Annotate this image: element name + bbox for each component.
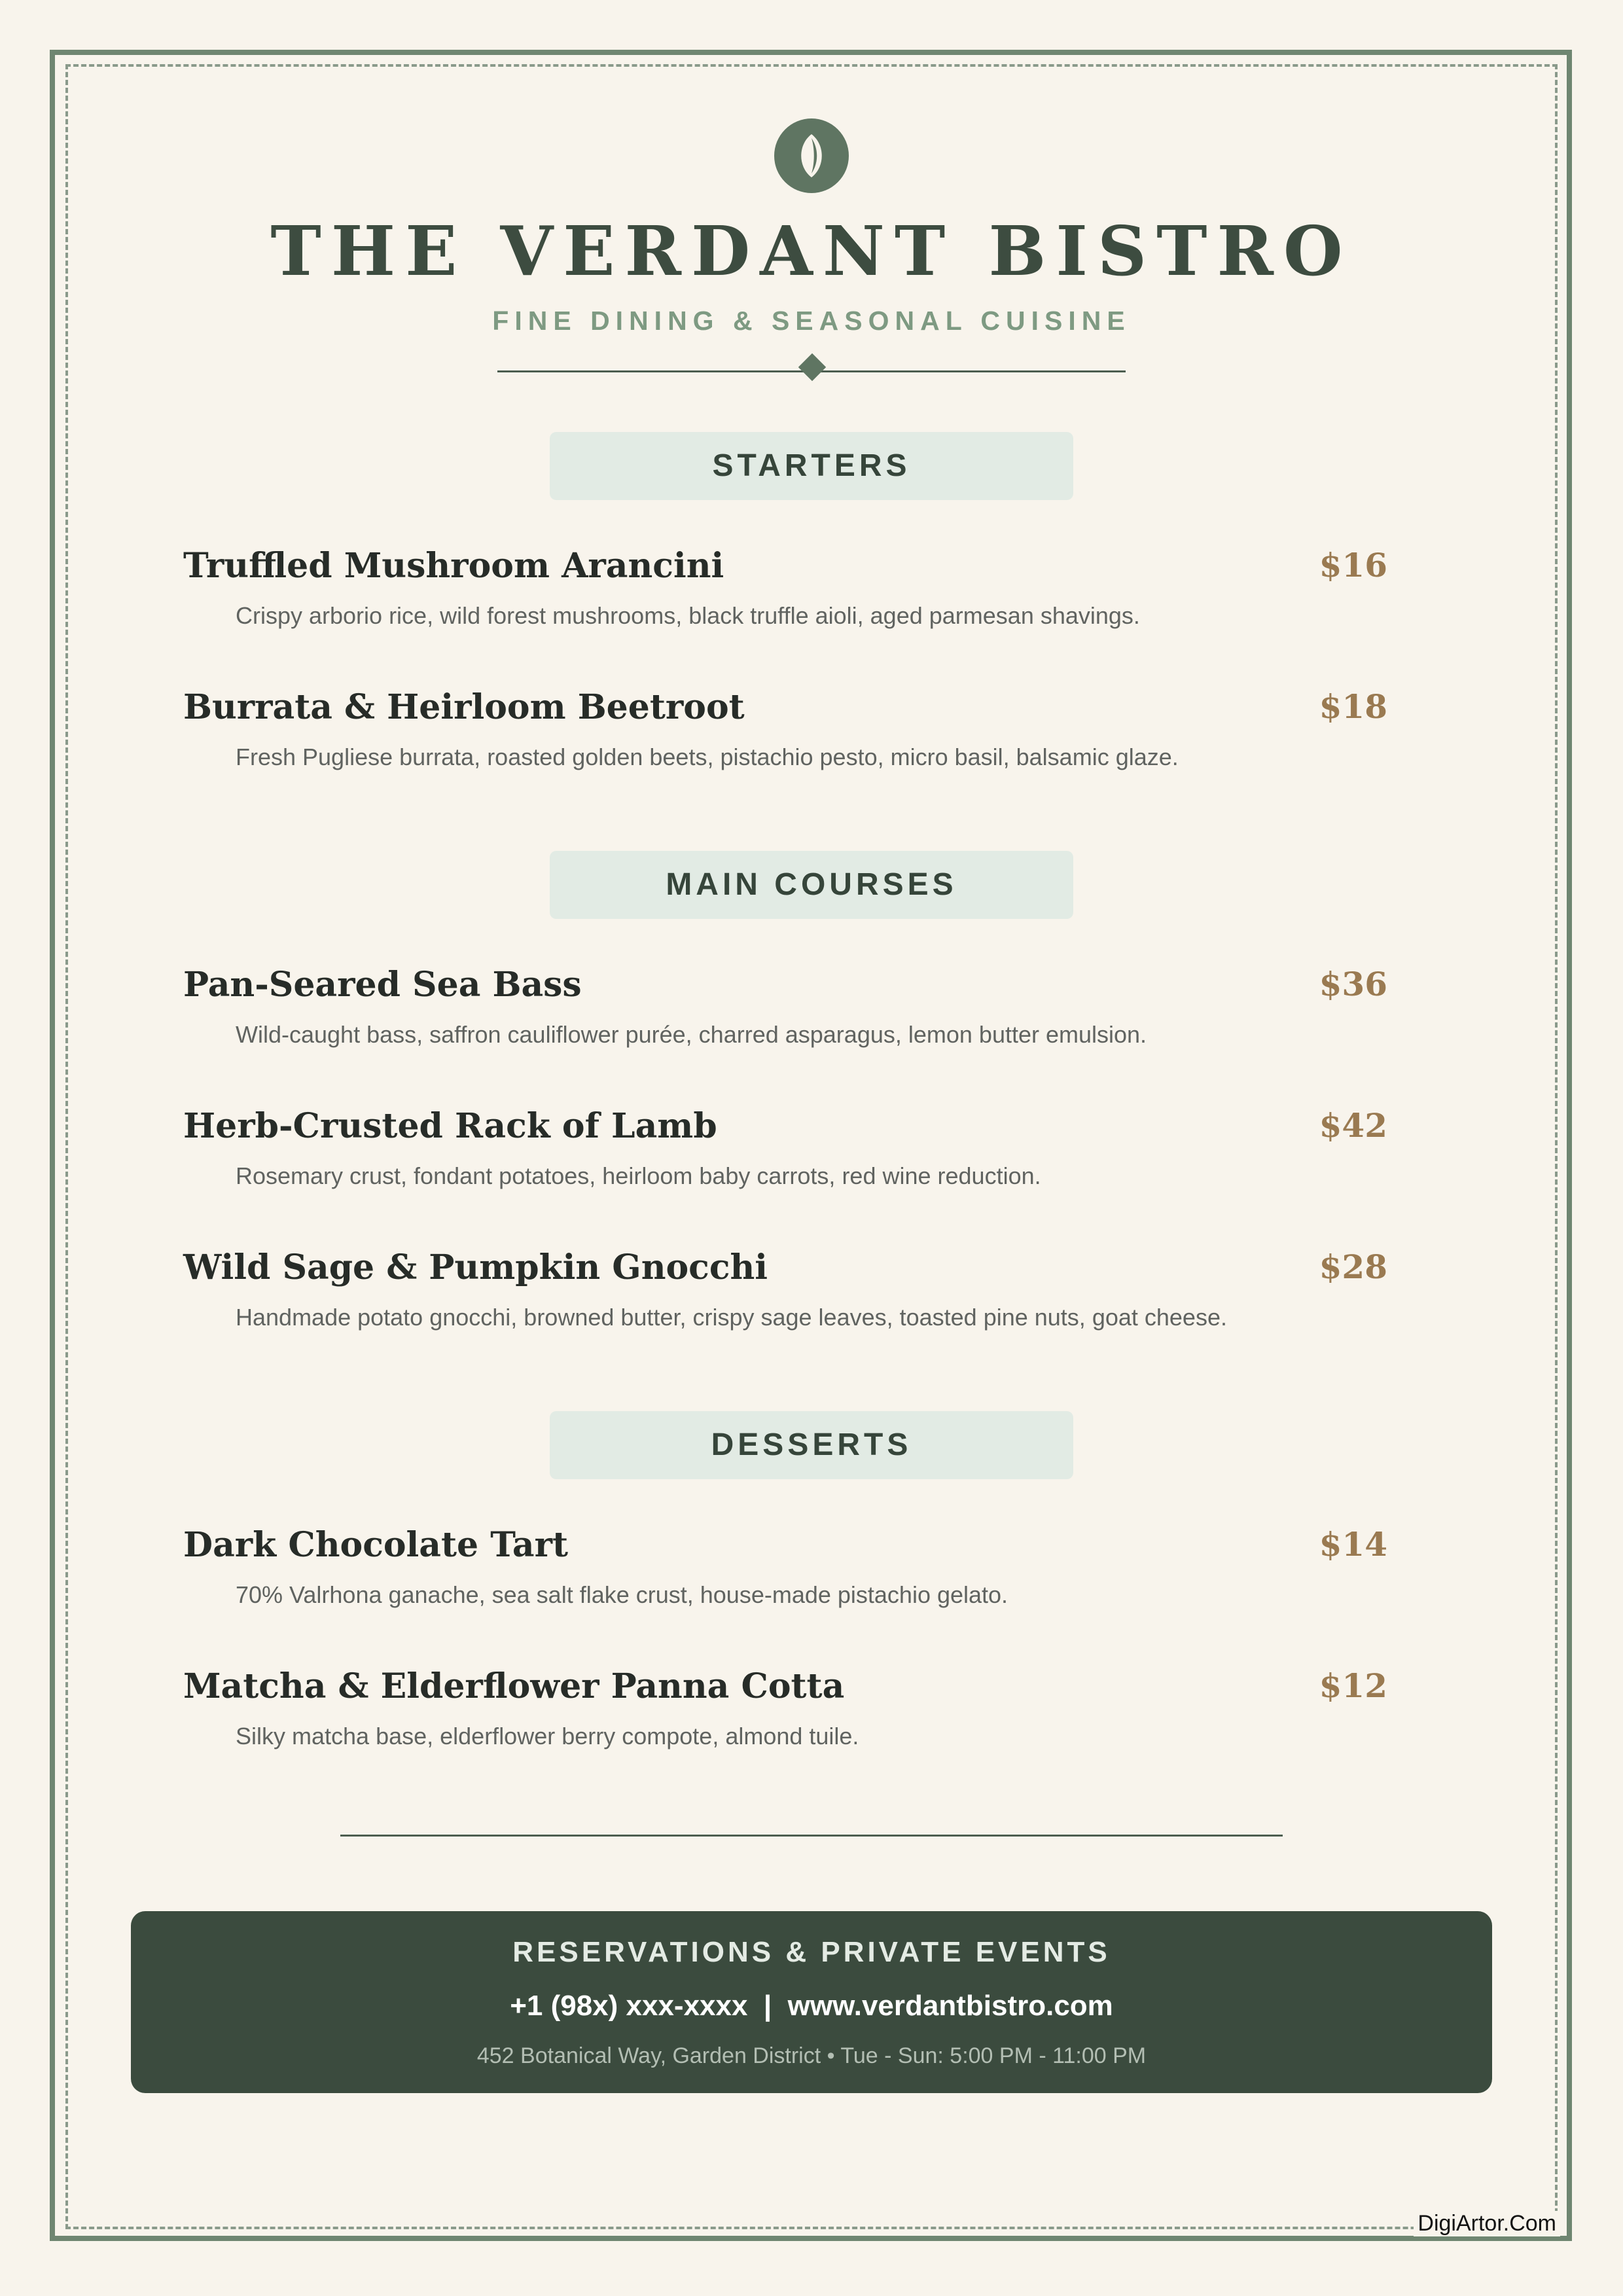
menu-item-price: $12 [1319,1666,1387,1705]
menu-item-description: Crispy arborio rice, wild forest mushrooms, black truffle aioli, aged parmesan shavings. [236,602,1140,629]
menu-item-name: Dark Chocolate Tart [183,1525,569,1565]
menu-item-price: $36 [1319,965,1387,1003]
menu-item-description: Fresh Pugliese burrata, roasted golden beets, pistachio pesto, micro basil, balsamic glaze. [236,744,1179,770]
leaf-icon [774,118,849,193]
menu-item-name: Herb-Crusted Rack of Lamb [183,1106,717,1146]
inner-dashed-border [65,64,1558,2229]
menu-item-name: Wild Sage & Pumpkin Gnocchi [183,1247,768,1287]
address-hours: 452 Botanical Way, Garden District • Tue - Sun: 5:00 PM - 11:00 PM [476,2043,1147,2068]
section-heading-main-courses: MAIN COURSES [550,851,1073,919]
section-heading-desserts: DESSERTS [550,1411,1073,1479]
section-heading-starters: STARTERS [550,432,1073,500]
menu-item-price: $42 [1319,1106,1387,1145]
menu-item-name: Truffled Mushroom Arancini [183,546,724,586]
menu-item-name: Burrata & Heirloom Beetroot [183,687,745,727]
menu-item-description: 70% Valrhona ganache, sea salt flake crust, house-made pistachio gelato. [236,1581,1008,1608]
menu-item-price: $28 [1319,1247,1387,1286]
reservations-heading: RESERVATIONS & PRIVATE EVENTS [512,1936,1111,1968]
menu-item-description: Silky matcha base, elderflower berry compote, almond tuile. [236,1723,859,1749]
watermark: DigiArtor.Com [1414,2211,1560,2236]
menu-item-price: $16 [1319,546,1387,584]
menu-item-description: Wild-caught bass, saffron cauliflower purée, charred asparagus, lemon butter emulsion. [236,1021,1147,1048]
reservations-panel [131,1911,1492,2093]
menu-item-name: Matcha & Elderflower Panna Cotta [183,1666,845,1706]
menu-item-price: $18 [1319,687,1387,726]
menu-item-name: Pan-Seared Sea Bass [183,965,582,1005]
menu-item-description: Handmade potato gnocchi, browned butter, crispy sage leaves, toasted pine nuts, goat cheese. [236,1304,1227,1331]
menu-item-price: $14 [1319,1525,1387,1564]
contact-line: +1 (98x) xxx-xxxx | www.verdantbistro.com [510,1990,1113,2022]
footer-divider [340,1835,1283,1837]
menu-item-description: Rosemary crust, fondant potatoes, heirloom baby carrots, red wine reduction. [236,1162,1041,1189]
restaurant-name: THE VERDANT BISTRO [270,211,1353,291]
restaurant-tagline: FINE DINING & SEASONAL CUISINE [492,306,1131,336]
